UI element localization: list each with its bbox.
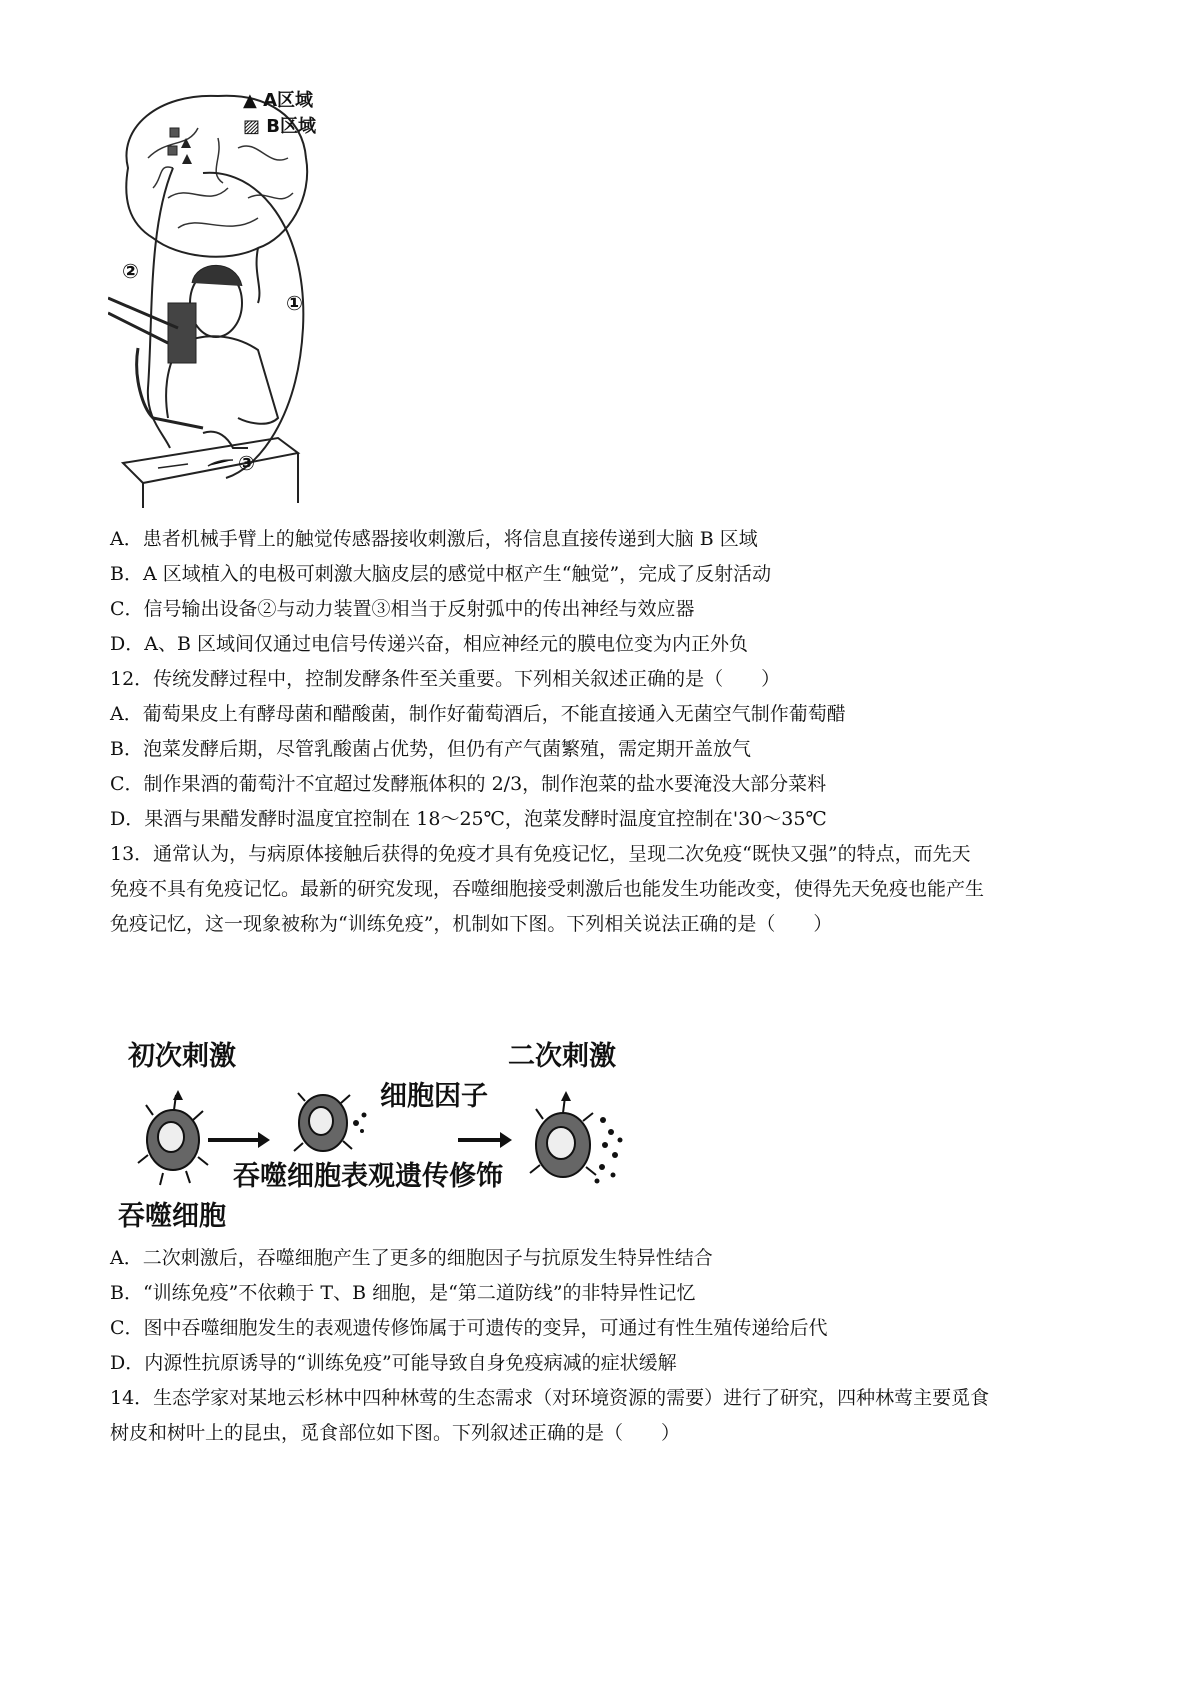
macrophage-cell-2 (294, 1093, 367, 1151)
q13-option-a: A．二次刺激后，吞噬细胞产生了更多的细胞因子与抗原发生特异性结合 (110, 1247, 713, 1269)
q14-stem-line-1: 14．生态学家对某地云杉林中四种林莺的生态需求（对环境资源的需要）进行了研究，四种林莺主要觅食 (110, 1387, 990, 1409)
first-stimulus-label: 初次刺激 (128, 1041, 236, 1072)
marker-3: ③ (238, 451, 255, 475)
trained-immunity-figure (108, 1035, 698, 1235)
q12-stem: 12．传统发酵过程中，控制发酵条件至关重要。下列相关叙述正确的是（ ） (110, 668, 781, 690)
epigenetic-modification-label: 吞噬细胞表观遗传修饰 (233, 1161, 503, 1192)
macrophage-cell-3 (530, 1091, 623, 1184)
q12-option-c: C．制作果酒的葡萄汁不宜超过发酵瓶体积的 2/3，制作泡菜的盐水要淹没大部分菜料 (110, 773, 827, 795)
q12-option-b: B．泡菜发酵后期，尽管乳酸菌占优势，但仍有产气菌繁殖，需定期开盖放气 (110, 738, 751, 760)
q14-stem-line-2: 树皮和树叶上的昆虫，觅食部位如下图。下列叙述正确的是（ ） (110, 1422, 681, 1444)
marker-1: ① (286, 291, 303, 315)
q12-option-d: D．果酒与果醋发酵时温度宜控制在 18～25℃，泡菜发酵时温度宜控制在'30～35℃ (110, 808, 827, 830)
brain-interface-figure (108, 88, 358, 558)
macrophage-cell-1 (138, 1090, 208, 1185)
q11-option-b: B．A 区域植入的电极可刺激大脑皮层的感觉中枢产生“触觉”，完成了反射活动 (110, 563, 772, 585)
q11-option-c: C．信号输出设备②与动力装置③相当于反射弧中的传出神经与效应器 (110, 598, 695, 620)
q11-option-a: A．患者机械手臂上的触觉传感器接收刺激后，将信息直接传递到大脑 B 区域 (110, 528, 758, 550)
marker-2: ② (122, 259, 139, 283)
q13-option-c: C．图中吞噬细胞发生的表观遗传修饰属于可遗传的变异，可通过有性生殖传递给后代 (110, 1317, 828, 1339)
q11-option-d: D．A、B 区域间仅通过电信号传递兴奋，相应神经元的膜电位变为内正外负 (110, 633, 748, 655)
macrophage-label: 吞噬细胞 (118, 1201, 226, 1232)
legend-a-label: ▲ A区域 (243, 90, 314, 111)
q13-stem-line-3: 免疫记忆，这一现象被称为“训练免疫”，机制如下图。下列相关说法正确的是（ ） (110, 913, 833, 935)
q13-option-d: D．内源性抗原诱导的“训练免疫”可能导致自身免疫病减的症状缓解 (110, 1352, 677, 1374)
q13-option-b: B．“训练免疫”不依赖于 T、B 细胞，是“第二道防线”的非特异性记忆 (110, 1282, 696, 1304)
q12-option-a: A．葡萄果皮上有酵母菌和醋酸菌，制作好葡萄酒后，不能直接通入无菌空气制作葡萄醋 (110, 703, 846, 725)
q13-stem-line-2: 免疫不具有免疫记忆。最新的研究发现，吞噬细胞接受刺激后也能发生功能改变，使得先天免疫也能产生 (110, 878, 985, 900)
cytokine-label: 细胞因子 (380, 1081, 488, 1112)
q13-stem-line-1: 13．通常认为，与病原体接触后获得的免疫才具有免疫记忆，呈现二次免疫“既快又强”的特点，而先天 (110, 843, 971, 865)
second-stimulus-label: 二次刺激 (508, 1041, 616, 1072)
legend-b-label: ▨ B区域 (243, 116, 316, 137)
